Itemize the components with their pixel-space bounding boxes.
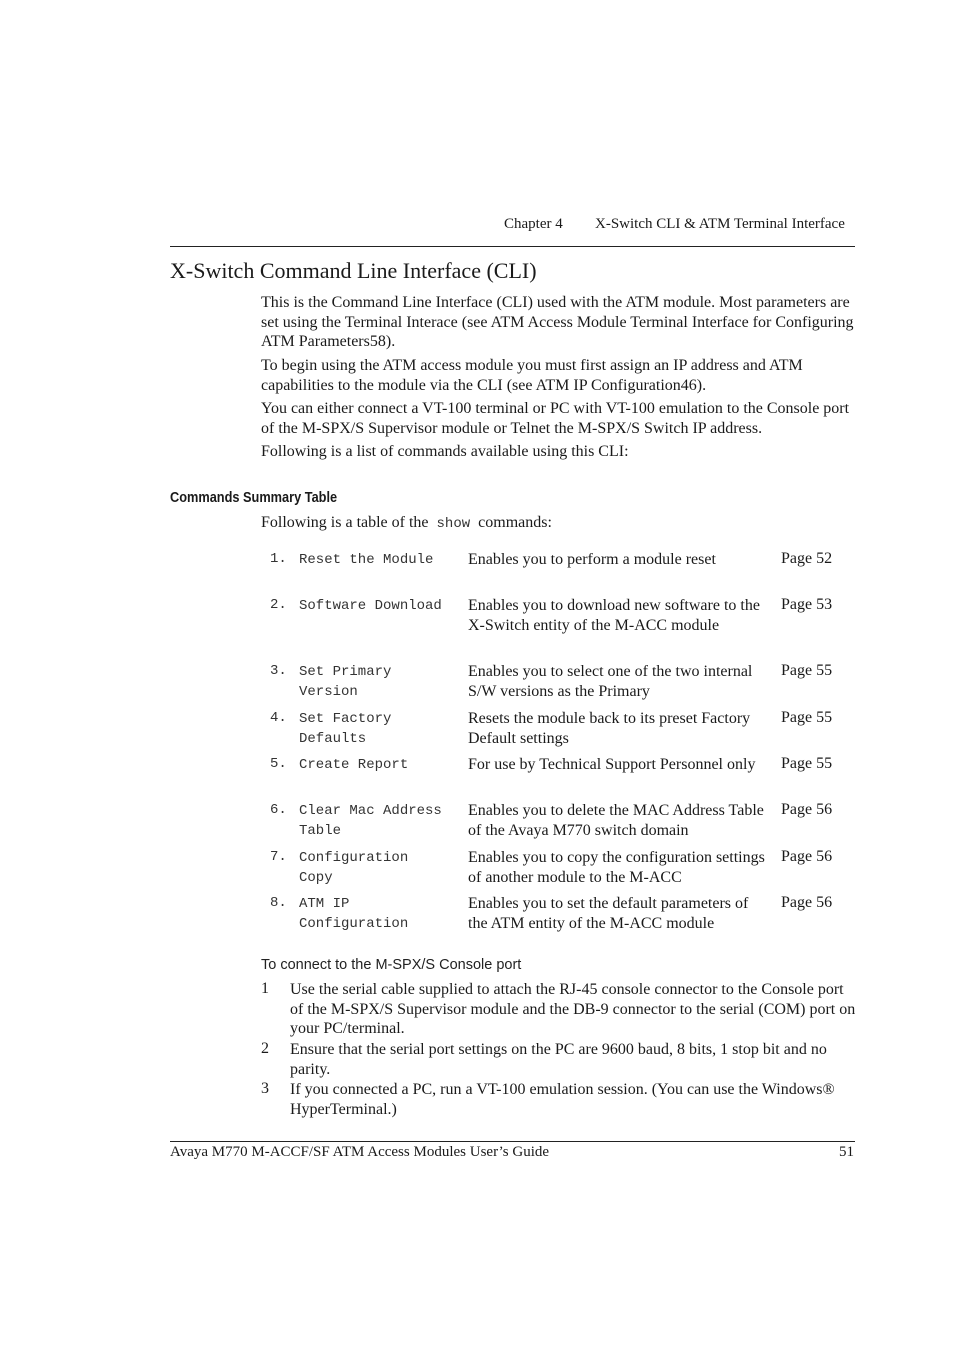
table-row (261, 596, 855, 642)
step-number: 3 (261, 1080, 269, 1097)
command-name: Set Primary Version (299, 664, 392, 700)
command-number: 2. (270, 597, 287, 613)
step-text: Use the serial cable supplied to attach the RJ-45 console connector to the Console port of the M-SPX/S Supervisor module and the DB-9 connector to the serial (COM) port on your PC/terminal. (290, 981, 856, 1037)
command-description: Enables you to set the default parameters of the ATM entity of the M-ACC module (468, 895, 749, 932)
header-rule (170, 246, 855, 247)
command-number: 6. (270, 802, 287, 818)
table-intro (261, 514, 552, 532)
table-row (261, 709, 855, 755)
step-number: 2 (261, 1040, 269, 1057)
command-name: Reset the Module (299, 552, 434, 568)
command-page: Page 56 (781, 894, 833, 911)
command-page: Page 52 (781, 550, 833, 567)
command-page: Page 53 (781, 596, 833, 613)
command-number: 1. (270, 551, 287, 567)
command-number: 3. (270, 663, 287, 679)
command-description: Enables you to perform a module reset (468, 551, 716, 568)
header-chapter: Chapter 4 (504, 216, 563, 232)
step-number: 1 (261, 980, 269, 997)
command-description: Enables you to download new software to the X-Switch entity of the M-ACC module (468, 597, 760, 634)
footer-rule (170, 1141, 855, 1142)
paragraph-command-list: Following is a list of commands available using this CLI: (261, 443, 629, 460)
command-description: Resets the module back to its preset Factory Default settings (468, 710, 751, 747)
command-name: Create Report (299, 757, 409, 773)
command-description: Enables you to copy the configuration settings of another module to the M-ACC (468, 849, 765, 886)
command-page: Page 56 (781, 801, 833, 818)
table-intro-text: Following is a table of the (261, 514, 429, 531)
table-row (261, 755, 855, 801)
footer-title: Avaya M770 M-ACCF/SF ATM Access Modules User’s Guide (170, 1144, 550, 1160)
page-title: X-Switch Command Line Interface (CLI) (170, 258, 537, 283)
table-row (261, 848, 855, 894)
command-name: Configuration Copy (299, 850, 409, 886)
command-description: For use by Technical Support Personnel only (468, 756, 756, 773)
header-title: X-Switch CLI & ATM Terminal Interface (595, 216, 845, 232)
command-number: 8. (270, 895, 287, 911)
step-text: If you connected a PC, run a VT-100 emulation session. (You can use the Windows® HyperTerminal.) (290, 1081, 835, 1118)
paragraph-ip-setup: To begin using the ATM access module you must first assign an IP address and ATM capabilities to the module via the CLI (see ATM IP Configuration46). (261, 357, 803, 394)
procedure-heading: To connect to the M-SPX/S Console port (261, 957, 522, 973)
table-row (261, 894, 855, 940)
command-name: Software Download (299, 598, 442, 614)
section-heading: Commands Summary Table (170, 490, 338, 506)
step-text: Ensure that the serial port settings on the PC are 9600 baud, 8 bits, 1 stop bit and no parity. (290, 1041, 827, 1078)
table-row (261, 801, 855, 847)
paragraph-intro: This is the Command Line Interface (CLI) used with the ATM module. Most parameters are set using the Terminal Interace (see ATM Access Module Terminal Interface for Configuring ATM Parameters58). (261, 294, 854, 350)
command-number: 4. (270, 710, 287, 726)
command-page: Page 55 (781, 662, 833, 679)
command-description: Enables you to select one of the two internal S/W versions as the Primary (468, 663, 753, 700)
command-number: 5. (270, 756, 287, 772)
command-name: Clear Mac Address Table (299, 803, 442, 839)
command-name: Set Factory Defaults (299, 711, 392, 747)
table-intro-text-end: commands: (478, 514, 552, 531)
page-number: 51 (839, 1144, 854, 1160)
command-page: Page 56 (781, 848, 833, 865)
command-number: 7. (270, 849, 287, 865)
command-page: Page 55 (781, 755, 833, 772)
table-row (261, 662, 855, 708)
command-name: ATM IP Configuration (299, 896, 409, 932)
command-page: Page 55 (781, 709, 833, 726)
table-row (261, 550, 855, 596)
show-code: show (436, 516, 471, 532)
paragraph-connection: You can either connect a VT-100 terminal or PC with VT-100 emulation to the Console port of the M-SPX/S Supervisor module or Telnet the M-SPX/S Switch IP address. (261, 400, 850, 437)
command-description: Enables you to delete the MAC Address Table of the Avaya M770 switch domain (468, 802, 764, 839)
